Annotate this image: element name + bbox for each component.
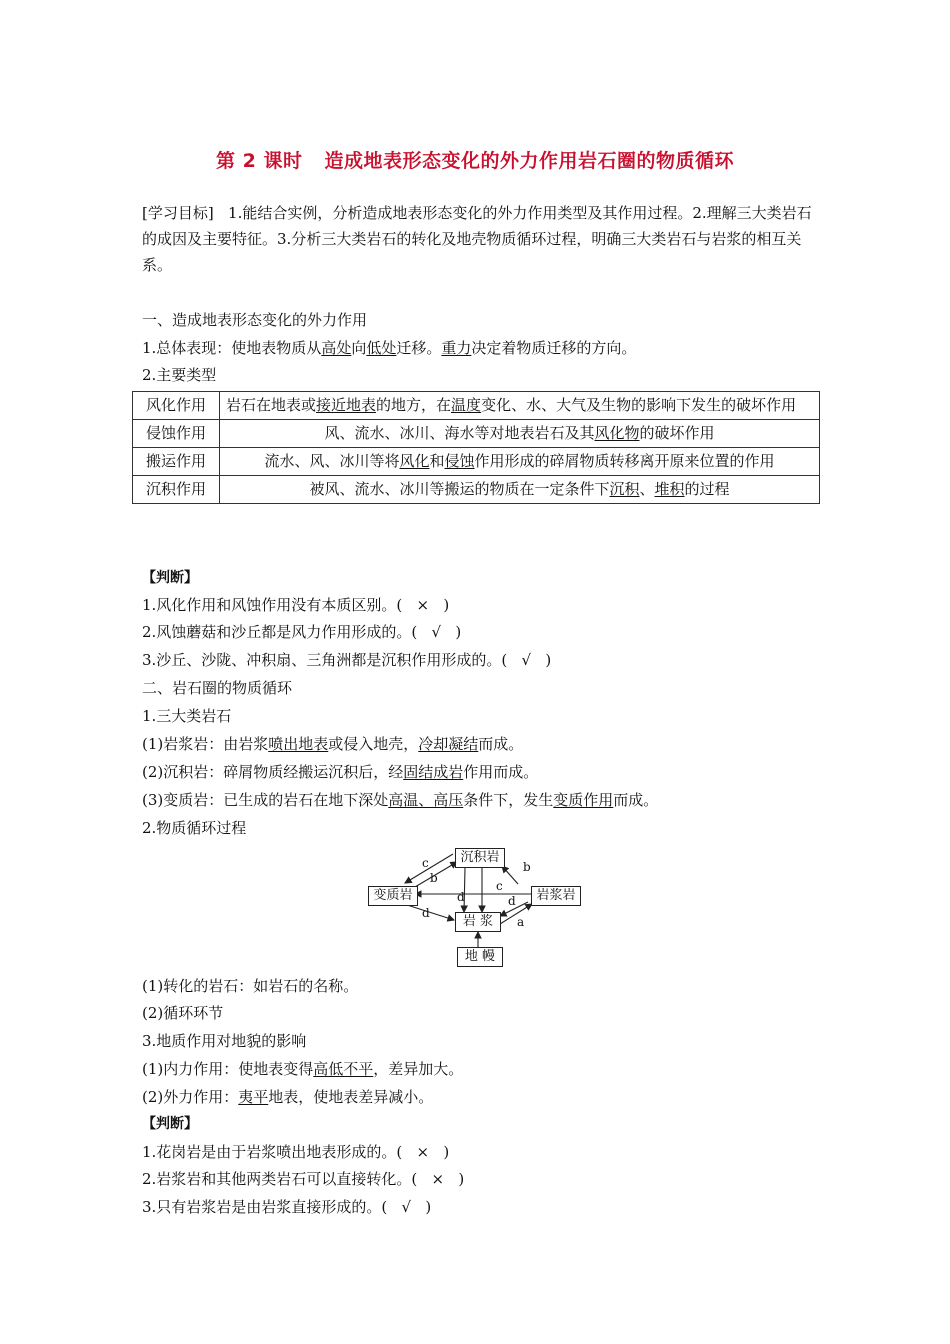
judge-item: 1.风化作用和风蚀作用没有本质区别。( × ) <box>142 596 450 614</box>
label-c: c <box>496 879 503 893</box>
section-2-heading: 二、岩石圈的物质循环 <box>142 679 293 697</box>
page-title <box>0 146 950 173</box>
internal-force-effect: (1)内力作用：使地表变得高低不平，差异加大。 <box>142 1060 464 1078</box>
judge-item: 1.花岗岩是由于岩浆喷出地表形成的。( × ) <box>142 1143 450 1161</box>
lesson-number: 第 2 课时 <box>216 150 303 172</box>
table-row <box>133 392 820 420</box>
rock-cycle-diagram <box>360 842 590 972</box>
judge-heading-2: 【判断】 <box>142 1116 198 1132</box>
main-types-heading: 2.主要类型 <box>142 366 217 384</box>
row-value: 流水、风、冰川等将风化和侵蚀作用形成的碎屑物质转移离开原来位置的作用 <box>220 448 820 476</box>
label-d: d <box>422 906 430 920</box>
lesson-topic: 造成地表形态变化的外力作用岩石圈的物质循环 <box>324 150 734 172</box>
label-d: d <box>457 890 465 904</box>
section-1-heading: 一、造成地表形态变化的外力作用 <box>142 311 368 329</box>
external-force-types-table <box>132 391 820 504</box>
external-force-effect: (2)外力作用：夷平地表，使地表差异减小。 <box>142 1088 434 1106</box>
metamorphic-rock-def: (3)变质岩：已生成的岩石在地下深处高温、高压条件下，发生变质作用而成。 <box>142 791 659 809</box>
judge-heading-1: 【判断】 <box>142 570 198 586</box>
row-value: 被风、流水、冰川等搬运的物质在一定条件下沉积、堆积的过程 <box>220 476 820 504</box>
judge-item: 3.只有岩浆岩是由岩浆直接形成的。( √ ) <box>142 1198 432 1216</box>
objectives-label: [学习目标] <box>142 204 214 222</box>
table-row <box>133 476 820 504</box>
row-value: 岩石在地表或接近地表的地方，在温度变化、水、大气及生物的影响下发生的破坏作用 <box>220 392 820 420</box>
learning-objectives <box>142 200 822 278</box>
judge-item: 3.沙丘、沙陇、冲积扇、三角洲都是沉积作用形成的。( √ ) <box>142 651 552 669</box>
sedimentary-rock-def: (2)沉积岩：碎屑物质经搬运沉积后，经固结成岩作用而成。 <box>142 763 539 781</box>
overall-performance: 1.总体表现：使地表物质从高处向低处迁移。重力决定着物质迁移的方向。 <box>142 339 637 357</box>
row-key: 风化作用 <box>133 392 220 420</box>
row-key: 沉积作用 <box>133 476 220 504</box>
converted-rocks-note: (1)转化的岩石：如岩石的名称。 <box>142 977 359 995</box>
metamorphic-rock-node: 变质岩 <box>368 886 418 906</box>
cycle-process-heading: 2.物质循环过程 <box>142 819 247 837</box>
mantle-node: 地 幔 <box>457 947 503 967</box>
label-c: c <box>422 856 429 870</box>
table-row <box>133 448 820 476</box>
row-value: 风、流水、冰川、海水等对地表岩石及其风化物的破坏作用 <box>220 420 820 448</box>
label-a: a <box>517 915 525 929</box>
row-key: 侵蚀作用 <box>133 420 220 448</box>
label-b: b <box>430 871 438 885</box>
cycle-links-note: (2)循环环节 <box>142 1004 224 1022</box>
table-row <box>133 420 820 448</box>
label-d: d <box>508 894 516 908</box>
sedimentary-rock-node: 沉积岩 <box>455 848 505 868</box>
three-rock-types: 1.三大类岩石 <box>142 707 232 725</box>
igneous-rock-node: 岩浆岩 <box>531 886 581 906</box>
geological-effects-heading: 3.地质作用对地貌的影响 <box>142 1032 307 1050</box>
magma-node: 岩 浆 <box>455 912 501 932</box>
judge-item: 2.风蚀蘑菇和沙丘都是风力作用形成的。( √ ) <box>142 623 462 641</box>
judge-item: 2.岩浆岩和其他两类岩石可以直接转化。( × ) <box>142 1170 465 1188</box>
igneous-rock-def: (1)岩浆岩：由岩浆喷出地表或侵入地壳，冷却凝结而成。 <box>142 735 524 753</box>
objectives-text: 1.能结合实例，分析造成地表形态变化的外力作用类型及其作用过程。2.理解三大类岩石的成因及主要特征。3.分析三大类岩石的转化及地壳物质循环过程，明确三大类岩石与岩浆的相互关系。 <box>142 204 812 274</box>
row-key: 搬运作用 <box>133 448 220 476</box>
label-b: b <box>523 860 531 874</box>
